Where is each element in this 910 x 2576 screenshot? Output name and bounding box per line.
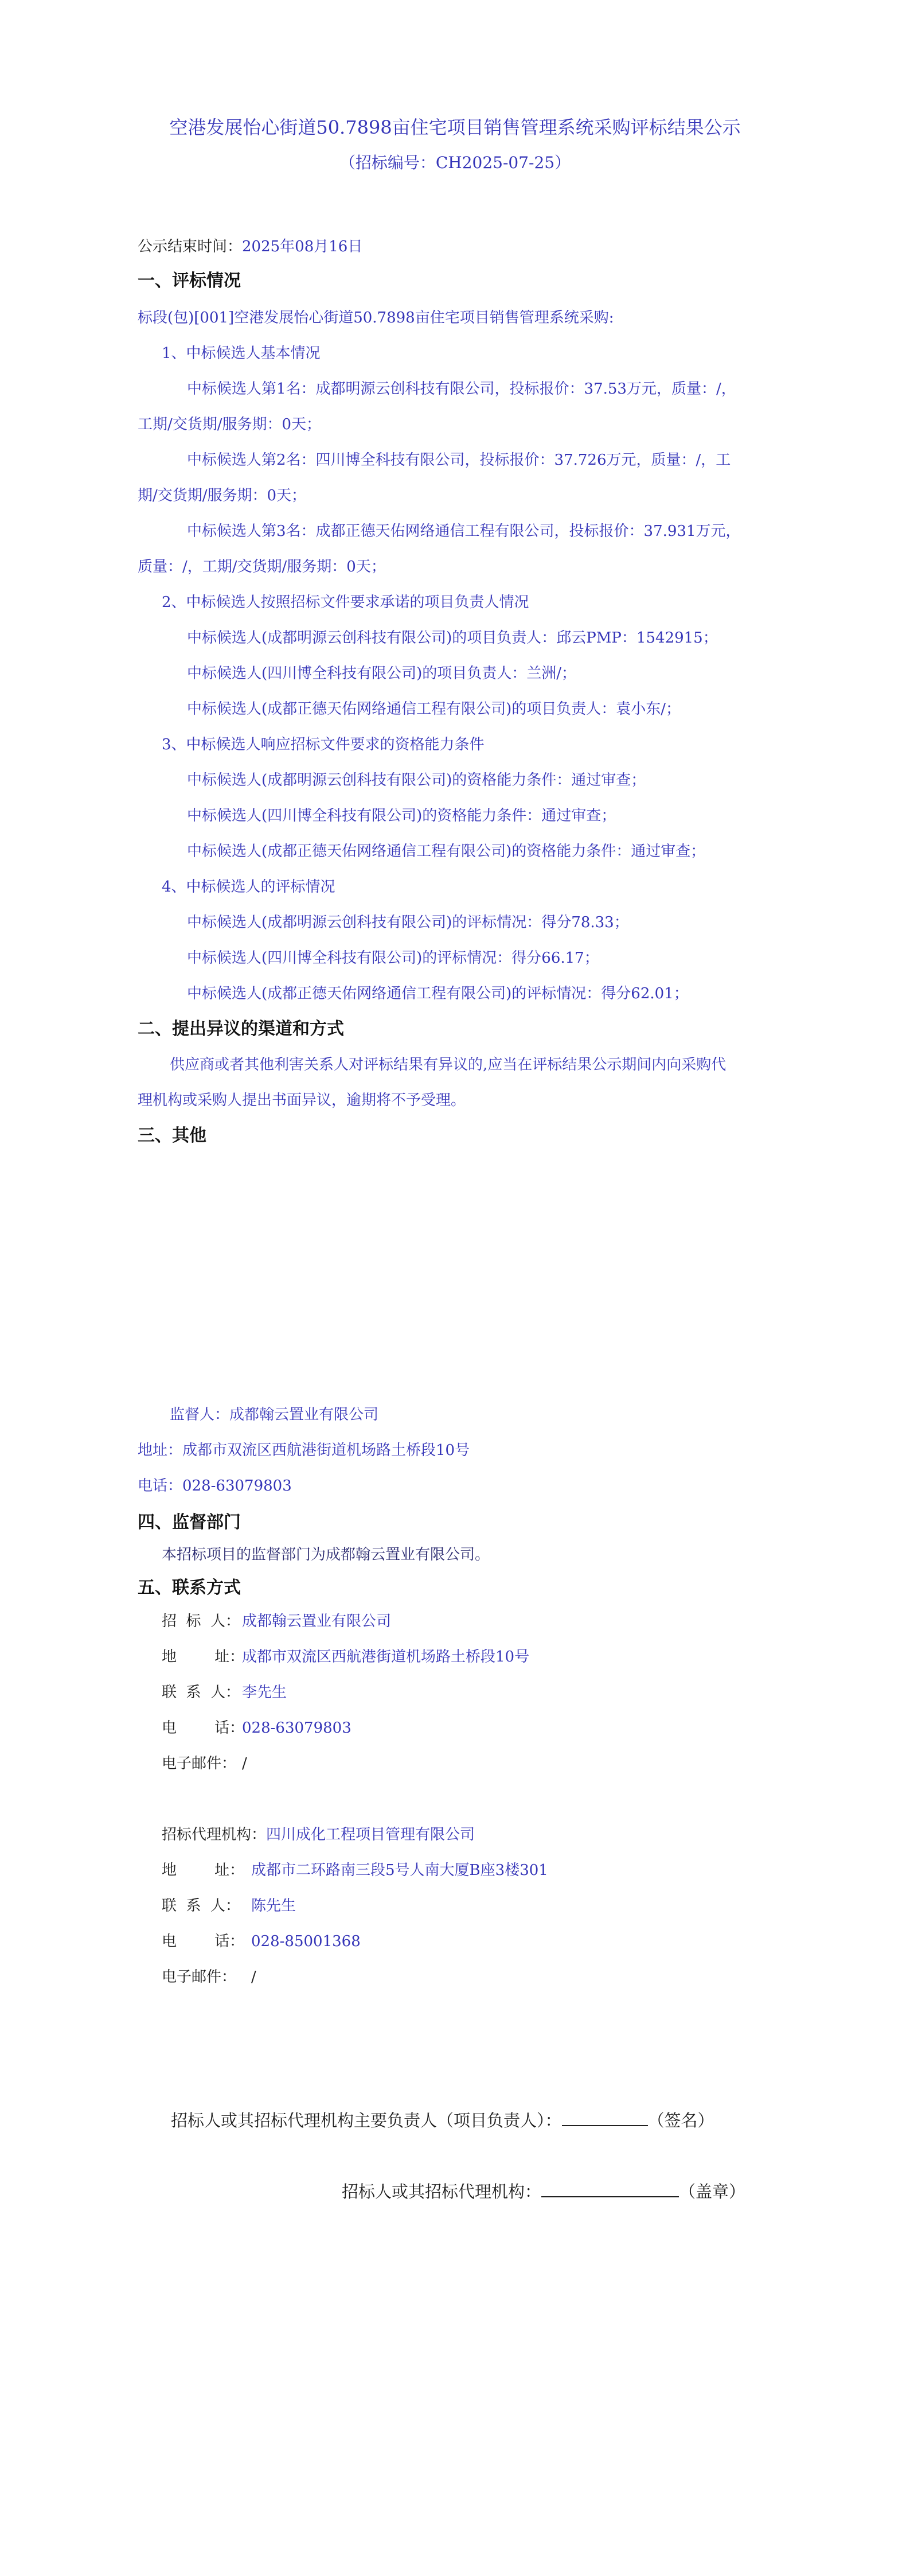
signature-line (171, 2109, 714, 2132)
qualification-1: 中标候选人(成都明源云创科技有限公司)的资格能力条件：通过审查； (187, 772, 646, 789)
section-4-heading: 四、监督部门 (138, 1512, 241, 1532)
lot-line: 标段(包)[001]空港发展怡心街道50.7898亩住宅项目销售管理系统采购: (138, 309, 614, 326)
tenderer-phone-label: 电 话： (162, 1719, 245, 1737)
candidate-3-line-a: 中标候选人第3名：成都正德天佑网络通信工程有限公司，投标报价：37.931万元， (187, 523, 741, 540)
qualification-2: 中标候选人(四川博全科技有限公司)的资格能力条件：通过审查； (187, 807, 616, 824)
objection-line-a: 供应商或者其他利害关系人对评标结果有异议的,应当在评标结果公示期间内向采购代 (170, 1056, 727, 1073)
tenderer-contact-value: 李先生 (242, 1684, 287, 1701)
subsection-1-4: 4、中标候选人的评标情况 (162, 878, 335, 896)
end-time-label: 公示结束时间： (138, 238, 243, 255)
signature-blank (562, 2110, 648, 2126)
subsection-1-2: 2、中标候选人按照招标文件要求承诺的项目负责人情况 (162, 594, 529, 611)
agency-address-value: 成都市二环路南三段5号人南大厦B座3楼301 (251, 1862, 548, 1879)
subsection-1-1: 1、中标候选人基本情况 (162, 345, 321, 362)
project-manager-1: 中标候选人(成都明源云创科技有限公司)的项目负责人：邱云PMP：1542915； (187, 629, 718, 647)
tenderer-label: 招 标 人： (162, 1613, 241, 1630)
seal-blank (541, 2181, 679, 2197)
tenderer-phone-value: 028-63079803 (242, 1719, 351, 1737)
page-title: 空港发展怡心街道50.7898亩住宅项目销售管理系统采购评标结果公示 (169, 116, 741, 138)
tenderer-phone-row (162, 1718, 351, 1738)
tenderer-email-label: 电子邮件： (162, 1755, 237, 1772)
agency-value: 四川成化工程项目管理有限公司 (266, 1826, 475, 1843)
tenderer-contact-row (162, 1682, 287, 1703)
evaluation-1: 中标候选人(成都明源云创科技有限公司)的评标情况：得分78.33； (187, 914, 629, 931)
project-manager-2: 中标候选人(四川博全科技有限公司)的项目负责人：兰洲/； (187, 665, 577, 682)
tenderer-address-label: 地 址： (162, 1648, 245, 1666)
supervision-text-content: 本招标项目的监督部门为成都翰云置业有限公司。 (162, 1546, 490, 1563)
seal-label: 招标人或其招标代理机构： (342, 2182, 542, 2201)
candidate-3-line-b: 质量：/，工期/交货期/服务期：0天； (138, 558, 386, 575)
tender-number: （招标编号：CH2025-07-25） (339, 153, 571, 172)
supervisor-phone: 电话：028-63079803 (138, 1477, 292, 1495)
section-5-heading: 五、联系方式 (138, 1578, 241, 1598)
tenderer-email-value: / (242, 1755, 247, 1772)
agency-phone-row (162, 1931, 361, 1952)
tenderer-value: 成都翰云置业有限公司 (242, 1613, 392, 1630)
seal-suffix: （盖章） (679, 2182, 746, 2201)
agency-contact-row (162, 1896, 296, 1916)
seal-line (342, 2180, 745, 2203)
evaluation-3: 中标候选人(成都正德天佑网络通信工程有限公司)的评标情况：得分62.01； (187, 985, 689, 1002)
agency-contact-value: 陈先生 (251, 1897, 296, 1915)
tenderer-address-value: 成都市双流区西航港街道机场路土桥段10号 (242, 1648, 530, 1666)
agency-phone-label: 电 话： (162, 1933, 245, 1950)
agency-row (162, 1824, 475, 1845)
project-manager-3: 中标候选人(成都正德天佑网络通信工程有限公司)的项目负责人：袁小东/； (187, 701, 681, 718)
evaluation-2: 中标候选人(四川博全科技有限公司)的评标情况：得分66.17； (187, 950, 599, 967)
candidate-1-line-a: 中标候选人第1名：成都明源云创科技有限公司，投标报价：37.53万元，质量：/， (187, 380, 736, 398)
signature-suffix: （签名） (647, 2111, 714, 2130)
agency-email-value: / (251, 1968, 256, 1986)
tenderer-address-row (162, 1647, 529, 1667)
qualification-3: 中标候选人(成都正德天佑网络通信工程有限公司)的资格能力条件：通过审查； (187, 843, 706, 860)
agency-address-label: 地 址： (162, 1862, 245, 1879)
section-1-heading: 一、评标情况 (138, 271, 241, 291)
section-2-heading: 二、提出异议的渠道和方式 (138, 1019, 344, 1039)
tenderer-contact-label: 联 系 人： (162, 1684, 241, 1701)
end-time-value: 2025年08月16日 (242, 238, 363, 255)
supervision-text (162, 1544, 490, 1565)
signature-label: 招标人或其招标代理机构主要负责人（项目负责人）： (171, 2111, 562, 2130)
objection-line-b: 理机构或采购人提出书面异议，逾期将不予受理。 (138, 1092, 466, 1109)
supervisor: 监督人：成都翰云置业有限公司 (170, 1406, 379, 1423)
section-3-heading: 三、其他 (138, 1126, 206, 1146)
subsection-1-3: 3、中标候选人响应招标文件要求的资格能力条件 (162, 736, 485, 753)
candidate-2-line-b: 期/交货期/服务期：0天； (138, 487, 307, 504)
agency-address-row (162, 1860, 548, 1881)
agency-email-row (162, 1967, 256, 1987)
agency-contact-label: 联 系 人： (162, 1897, 241, 1915)
agency-label: 招标代理机构： (162, 1826, 267, 1843)
candidate-2-line-a: 中标候选人第2名：四川博全科技有限公司，投标报价：37.726万元，质量：/，工 (187, 452, 731, 469)
tenderer-email-row (162, 1753, 247, 1774)
tenderer-row (162, 1611, 391, 1632)
agency-phone-value: 028-85001368 (251, 1933, 361, 1950)
agency-email-label: 电子邮件： (162, 1968, 237, 1986)
candidate-1-line-b: 工期/交货期/服务期：0天； (138, 416, 322, 433)
end-time (138, 236, 362, 257)
supervisor-address: 地址：成都市双流区西航港街道机场路土桥段10号 (138, 1442, 470, 1459)
